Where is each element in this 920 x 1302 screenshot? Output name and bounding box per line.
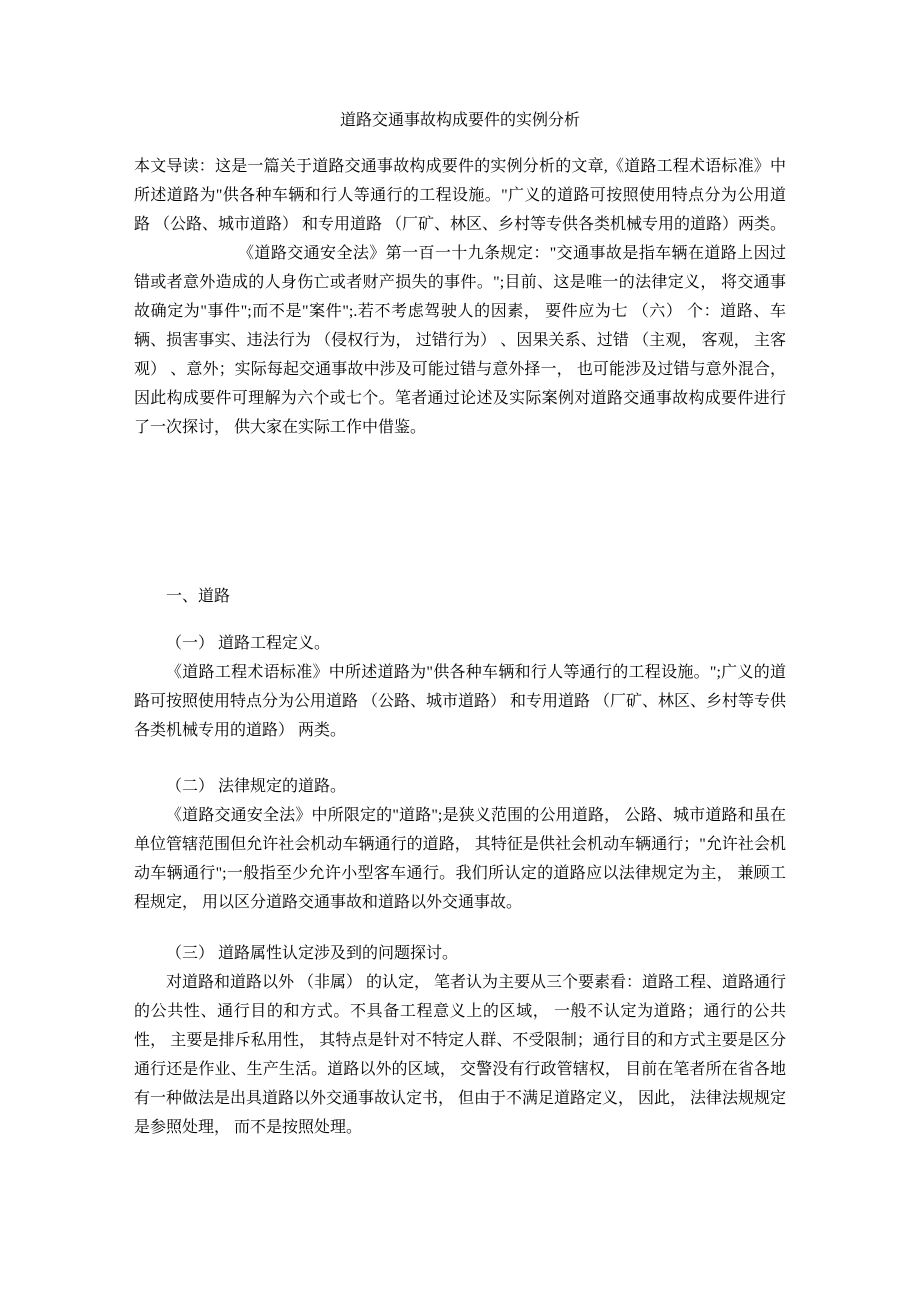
subsection-2-heading: （二） 法律规定的道路。 — [166, 778, 347, 795]
intro-paragraph: 本文导读：这是一篇关于道路交通事故构成要件的实例分析的文章,《道路工程术语标准》中所述道路为"供各种车辆和行人等通行的工程设施。"广义的道路可按照使用特点分为公用道路 （公路、城市道路） 和专用道路 （厂矿、林区、乡村等专供各类机械专用的道路）两类。 — [134, 158, 787, 233]
subsection-2-body: 《道路交通安全法》中所限定的"道路";是狭义范围的公用道路， 公路、城市道路和虽在单位管辖范围但允许社会机动车辆通行的道路， 其特征是供社会机动车辆通行；"允许社会机动车辆通行";一般指至少允许小型客车通行。我们所认定的道路应以法律规定为主， 兼顾工程规定， 用以区分道路交通事故和道路以外交通事故。 — [134, 807, 786, 911]
law-definition-paragraph: 《道路交通安全法》第一百一十九条规定："交通事故是指车辆在道路上因过错或者意外造成的人身伤亡或者财产损失的事件。";目前、这是唯一的法律定义， 将交通事故确定为"事件";而不是"案件";.若不考虑驾驶人的因素， 要件应为七 （六） 个：道路、车辆、损害事实、违法行为 （侵权行为， 过错行为） 、因果关系、过错 （主观， 客观， 主客观） 、意外；实际每起交通事故中涉及可能过错与意外择一， 也可能涉及过错与意外混合， 因此构成要件可理解为六个或七个。笔者通过论述及实际案例对道路交通事故构成要件进行了一次探讨， 供大家在实际工作中借鉴。 — [134, 245, 786, 436]
subsection-3-body: 对道路和道路以外 （非属） 的认定， 笔者认为主要从三个要素看：道路工程、道路通行的公共性、通行目的和方式。不具备工程意义上的区域， 一般不认定为道路；通行的公共性， 主要是排斥私用性， 其特点是针对不特定人群、不受限制；通行目的和方式主要是区分通行还是作业、生产生活。道路以外的区域， 交警没有行政管辖权， 目前在笔者所在省各地有一种做法是出具道路以外交通事故认定书， 但由于不满足道路定义， 因此， 法律法规规定是参照处理， 而不是按照处理。 — [134, 974, 787, 1136]
subsection-1-body: 《道路工程术语标准》中所述道路为"供各种车辆和行人等通行的工程设施。";广义的道路可按照使用特点分为公用道路 （公路、城市道路） 和专用道路 （厂矿、林区、乡村等专供各类机械专用的道路） 两类。 — [134, 664, 787, 739]
subsection-3-heading: （三） 道路属性认定涉及到的问题探讨。 — [166, 945, 459, 962]
section-heading-road: 一、道路 — [166, 588, 231, 605]
subsection-1-heading: （一） 道路工程定义。 — [166, 635, 331, 652]
document-title: 道路交通事故构成要件的实例分析 — [339, 112, 580, 129]
